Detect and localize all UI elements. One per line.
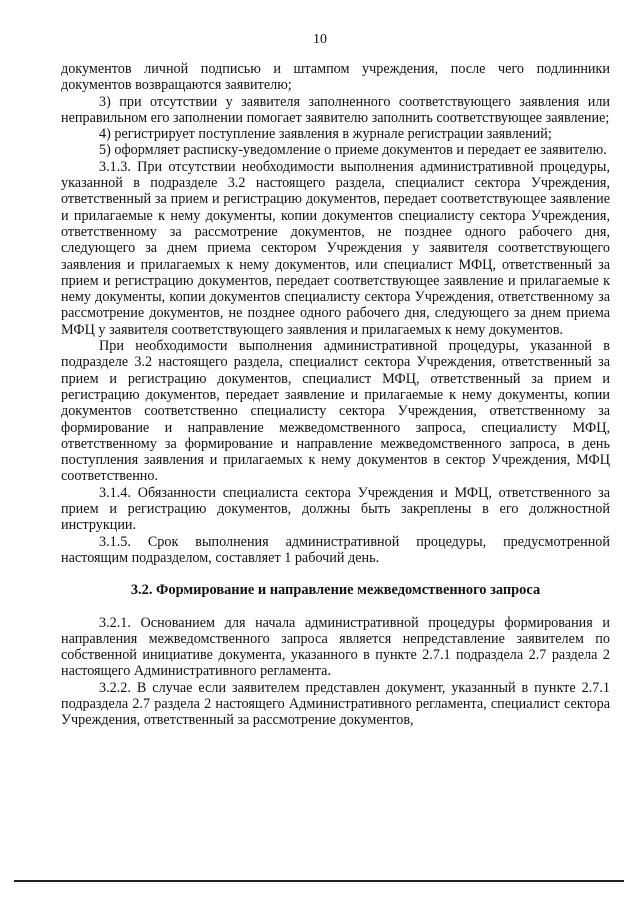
paragraph: 3.2.1. Основанием для начала административной процедуры формирования и направления межведомственного запроса является непредставление заявителем по собственной инициативе документа, указанного в пункте 2.7.1 подраздела 2.7 раздела 2 настоящего Административного регламента. [61,614,610,680]
paragraph: 5) оформляет расписку-уведомление о приеме документов и передает ее заявителю. [99,142,607,159]
footer-rule [14,880,624,882]
paragraph: 3.1.5. Срок выполнения административной процедуры, предусмотренной настоящим подразделом, составляет 1 рабочий день. [61,533,610,566]
paragraph: 3.1.4. Обязанности специалиста сектора Учреждения и МФЦ, ответственного за прием и регистрацию документов, должны быть закреплены в его должностной инструкции. [61,484,610,534]
paragraph: документов личной подписью и штампом учреждения, после чего подлинники документов возвращаются заявителю; [61,61,610,94]
paragraph: 4) регистрирует поступление заявления в журнале регистрации заявлений; [99,126,552,143]
paragraph: При необходимости выполнения административной процедуры, указанной в подразделе 3.2 настоящего раздела, специалист сектора Учреждения, ответственный за прием и регистрацию документов, специалист МФЦ, ответственный за прием и регистрацию документов, передает заявление и прилагаемые к нему документы, копии документов соответственно специалисту сектора Учреждения, ответственному за формирование и направление межведомственного запроса, специалисту МФЦ, ответственному за формирование и направление межведомственного запроса, в день поступления заявления и прилагаемых к нему документов в сектор Учреждения, МФЦ соответственно. [61,338,610,485]
section-heading: 3.2. Формирование и направление межведомственного запроса [130,582,541,599]
document-body [61,61,610,729]
page-number: 10 [313,32,327,47]
paragraph: 3.1.3. При отсутствии необходимости выполнения административной процедуры, указанной в подразделе 3.2 настоящего раздела, специалист сектора Учреждения, ответственный за прием и регистрацию документов, передает соответствующее заявление и прилагаемые к нему документы, копии документов специалисту сектора Учреждения, ответственному за рассмотрение документов, не позднее одного рабочего дня, следующего за днем приема сектором Учреждения у заявителя соответствующего заявления и прилагаемых к нему документов, или специалист МФЦ, ответственный за прием и регистрацию документов, передает соответствующее заявление и прилагаемые к нему документы, копии документов специалисту сектора Учреждения, ответственному за рассмотрение документов, не позднее одного рабочего дня, следующего за днем приема МФЦ у заявителя соответствующего заявления и прилагаемых к нему документов. [61,158,610,338]
paragraph: 3.2.2. В случае если заявителем представлен документ, указанный в пункте 2.7.1 подраздела 2.7 раздела 2 настоящего Административного регламента, специалист сектора Учреждения, ответственный за рассмотрение документов, [61,679,610,729]
paragraph: 3) при отсутствии у заявителя заполненного соответствующего заявления или неправильном его заполнении помогает заявителю заполнить соответствующее заявление; [61,93,610,126]
